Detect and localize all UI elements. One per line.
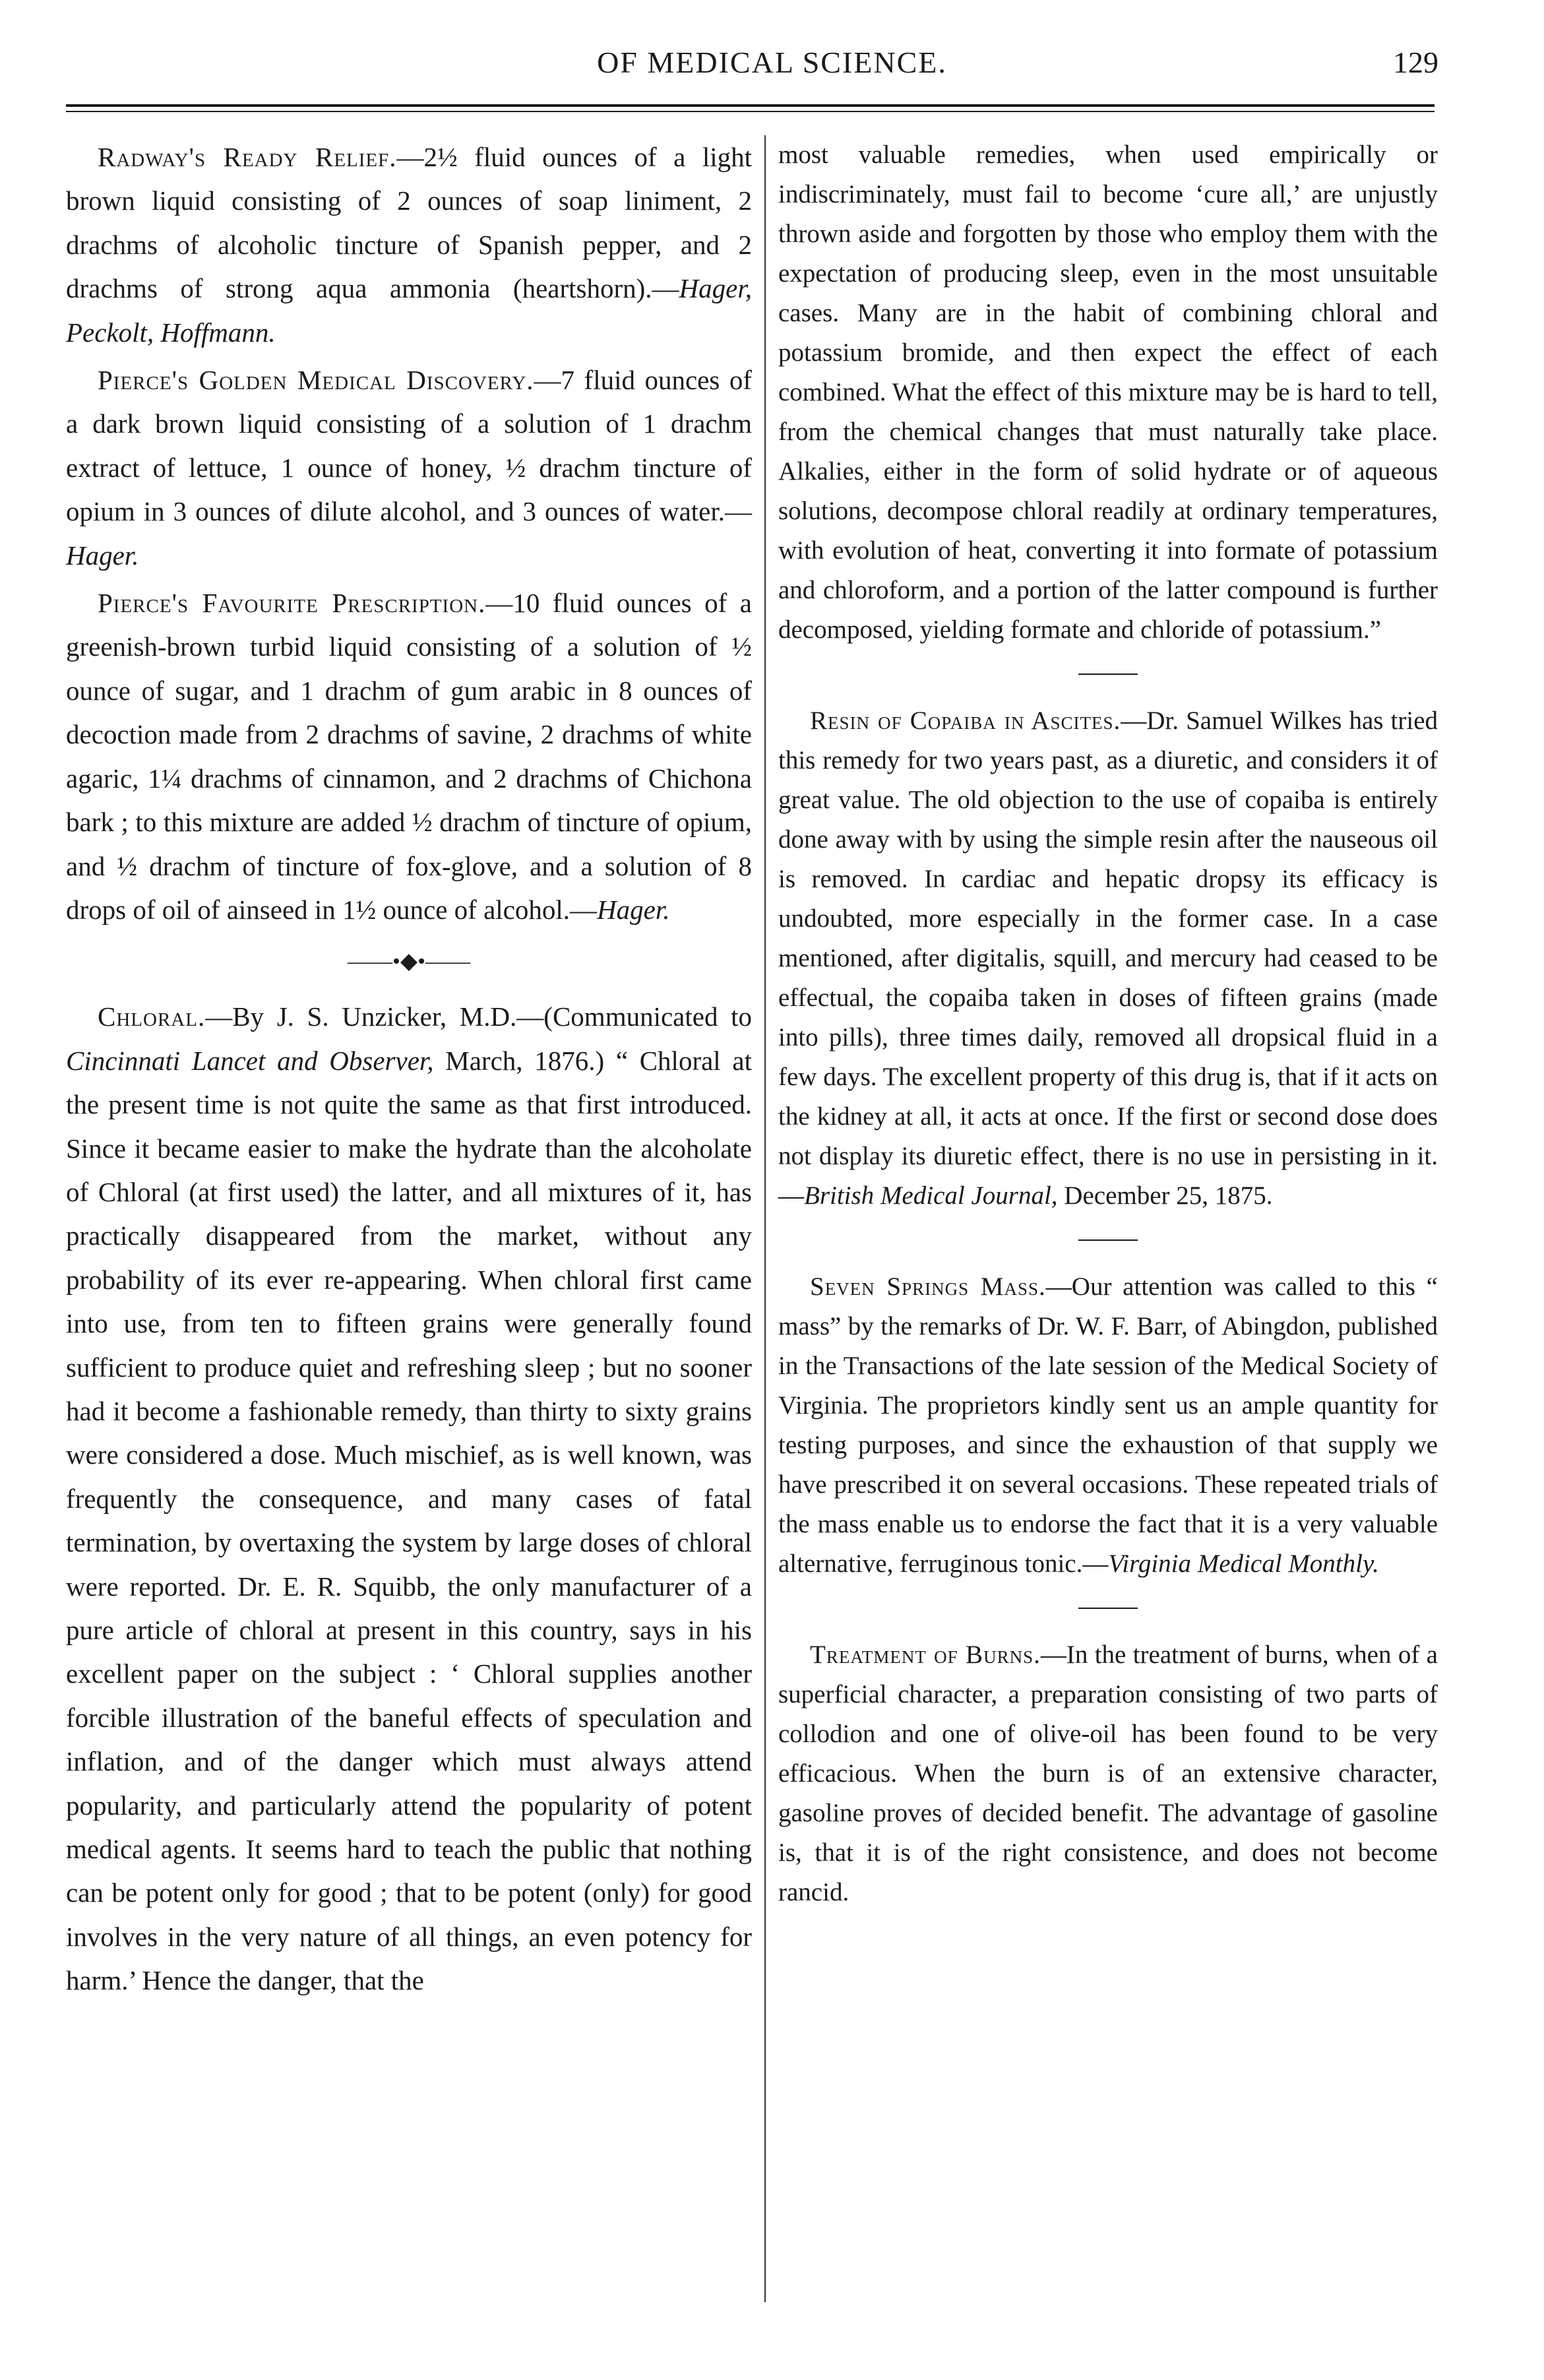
article-source: Virginia Medical Monthly. bbox=[1108, 1550, 1379, 1578]
article-body: —10 fluid ounces of a greenish-brown turbid liquid consisting of a solution of ½ ounce of sugar, and 1 drachm of gum arabic in 8 ounces of decoction made from 2 drachms of savine, 2 drachms of white agaric, 1¼ drachms of cinnamon, and 2 drachms of Chichona bark ; to this mixture are added ½ drachm of tincture of opium, and ½ drachm of tincture of fox-glove, and a solution of 8 drops of oil of ainseed in 1½ ounce of alcohol.— bbox=[66, 588, 753, 925]
page-header bbox=[0, 40, 1544, 92]
article-source: Hager. bbox=[66, 540, 139, 571]
article-title: Treatment of Burns. bbox=[810, 1641, 1041, 1669]
article-chloral-continued: most valuable remedies, when used empirically or indiscriminately, must fail to become ‘cure all,’ are unjustly thrown aside and forgotten by those who employ them with the expectation of producing sleep, even in the most unsuitable cases. Many are in the habit of combining chloral and potassium bromide, and then expect the effect of each combined. What the effect of this mixture may be is hard to tell, from the chemical changes that must naturally take place. Alkalies, either in the form of solid hydrate or of aqueous solutions, decompose chloral readily at ordinary temperatures, with evolution of heat, converting it into formate of potassium and chloroform, and a portion of the latter compound is further decomposed, yielding formate and chloride of potassium.” bbox=[778, 141, 1438, 644]
page-number: 129 bbox=[1393, 46, 1438, 79]
section-divider bbox=[1078, 673, 1138, 675]
article-title: Pierce's Favourite Prescription. bbox=[98, 588, 486, 619]
article-title: Pierce's Golden Medical Discovery. bbox=[98, 365, 534, 396]
running-head: OF MEDICAL SCIENCE. bbox=[597, 46, 947, 79]
header-rule bbox=[66, 104, 1435, 107]
article-intro-end: March, 1876.) bbox=[433, 1045, 605, 1076]
article-body: —Our attention was called to this “ mass” by the remarks of Dr. W. F. Barr, of Abingdon, published in the Transactions of the late session of the Medical Society of Virginia. The proprietors kindly sent us an ample quantity for testing purposes, and since the exhaustion of that supply we have prescribed it on several occasions. These repeated trials of the mass enable us to endorse the fact that it is a very valuable alternative, ferruginous tonic.— bbox=[778, 1272, 1438, 1578]
section-divider bbox=[1078, 1608, 1138, 1609]
article-title: Chloral. bbox=[98, 1001, 206, 1032]
article-chloral bbox=[66, 995, 752, 2002]
article-title: Seven Springs Mass. bbox=[810, 1272, 1046, 1301]
article-source: British Medical Journal, bbox=[804, 1181, 1058, 1210]
article-source: Hager, Peckolt, Hoffmann. bbox=[66, 273, 752, 348]
article-seven-springs bbox=[778, 1267, 1438, 1584]
article-pierce-discovery bbox=[66, 358, 752, 577]
left-column bbox=[66, 135, 752, 2003]
article-body: —7 fluid ounces of a dark brown liquid consisting of a solution of 1 drachm extract of lettuce, 1 ounce of honey, ½ drachm tincture of opium in 3 ounces of dilute alcohol, and 3 ounces of water.— bbox=[66, 365, 752, 527]
right-column bbox=[778, 135, 1438, 1912]
article-source: Hager. bbox=[597, 894, 670, 925]
article-body: —2½ fluid ounces of a light brown liquid consisting of 2 ounces of soap liniment, 2 drachms of alcoholic tincture of Spanish pepper, and 2 drachms of strong aqua ammonia (heartshorn).— bbox=[66, 142, 752, 304]
article-pierce-prescription bbox=[66, 581, 752, 931]
article-intro: —By J. S. Unzicker, M.D.—(Communicated to bbox=[205, 1001, 752, 1032]
column-divider bbox=[764, 135, 766, 2302]
article-journal: Cincinnati Lancet and Observer, bbox=[66, 1045, 434, 1076]
section-divider bbox=[1078, 1239, 1138, 1241]
ornament-divider: ——•◆•—— bbox=[348, 949, 470, 974]
article-copaiba bbox=[778, 701, 1438, 1216]
article-radway bbox=[66, 135, 752, 354]
article-date: December 25, 1875. bbox=[1057, 1181, 1273, 1210]
header-rule-thin bbox=[66, 111, 1435, 112]
article-body: —Dr. Samuel Wilkes has tried this remedy for two years past, as a diuretic, and considers it of great value. The old objection to the use of copaiba is entirely done away with by using the simple resin after the nauseous oil is removed. In cardiac and hepatic dropsy its efficacy is undoubted, more especially in the former case. In a case mentioned, after digitalis, squill, and mercury had ceased to be effectual, the copaiba taken in doses of fifteen grains (made into pills), three times daily, removed all dropsical fluid in a few days. The excellent property of this drug is, that if it acts on the kidney at all, it acts at once. If the first or second dose does not display its diuretic effect, there is no use in persisting in it.— bbox=[778, 706, 1438, 1210]
article-body: “ Chloral at the present time is not quite the same as that first introduced. Since it became easier to make the hydrate than the alcoholate of Chloral (at first used) the latter, and all mixtures of it, has practically disappeared from the market, without any probability of its ever re-appearing. When chloral first came into use, from ten to fifteen grains were generally found sufficient to produce quiet and refreshing sleep ; but no sooner had it become a fashionable remedy, than thirty to sixty grains were considered a dose. Much mischief, as is well known, was frequently the consequence, and many cases of fatal termination, by overtaxing the system by large doses of chloral were reported. Dr. E. R. Squibb, the only manufacturer of a pure article of chloral at present in this country, says in his excellent paper on the subject : ‘ Chloral supplies another forcible illustration of the baneful effects of speculation and inflation, and of the danger which must always attend popularity, and particularly attend the popularity of potent medical agents. It seems hard to teach the public that nothing can be potent only for good ; that to be potent (only) for good involves in the very nature of all things, an even potency for harm.’ Hence the danger, that the bbox=[66, 1045, 752, 1996]
article-title: Radway's Ready Relief. bbox=[98, 142, 397, 172]
article-title: Resin of Copaiba in Ascites. bbox=[810, 706, 1121, 735]
article-body: —In the treatment of burns, when of a superficial character, a preparation consisting of two parts of collodion and one of olive-oil has been found to be very efficacious. When the burn is of an extensive character, gasoline proves of decided benefit. The advantage of gasoline is, that it is of the right consistence, and does not become rancid. bbox=[778, 1641, 1438, 1906]
article-burns bbox=[778, 1635, 1438, 1912]
